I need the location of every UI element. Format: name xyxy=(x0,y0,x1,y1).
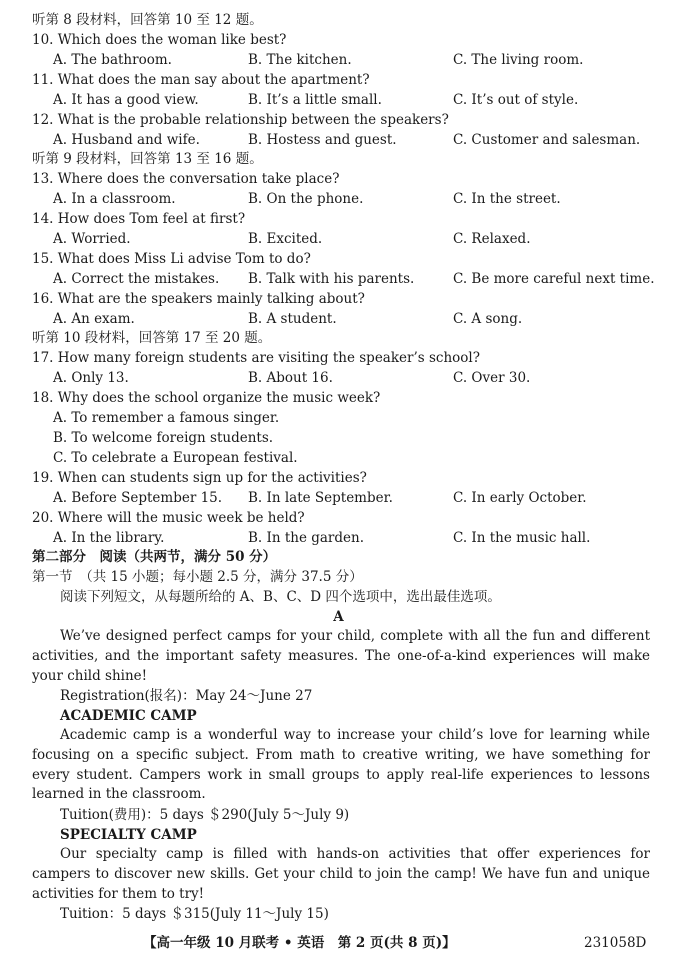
question-19-stem: 19. When can students sign up for the activities? xyxy=(32,470,367,486)
option-b: B. On the phone. xyxy=(248,191,364,207)
option-b: B. It’s a little small. xyxy=(248,92,382,108)
option-a: A. Worried. xyxy=(53,231,131,247)
option-a: A. It has a good view. xyxy=(53,92,199,108)
option-b: B. In late September. xyxy=(248,490,393,506)
academic-camp-title: ACADEMIC CAMP xyxy=(60,708,197,724)
question-20-options xyxy=(0,528,677,548)
option-c: C. It’s out of style. xyxy=(453,92,579,108)
option-b: B. Hostess and guest. xyxy=(248,132,397,148)
footer-exam-info: 【高一年级 10 月联考 • 英语 第 2 页(共 8 页)】 xyxy=(143,935,456,951)
question-15-stem: 15. What does Miss Li advise Tom to do? xyxy=(32,251,311,267)
option-a: A. An exam. xyxy=(53,311,135,327)
specialty-camp-tuition: Tuition：5 days ＄315(July 11～July 15) xyxy=(60,906,329,922)
option-a: A. Husband and wife. xyxy=(53,132,200,148)
option-a: A. In the library. xyxy=(53,530,165,546)
passage-intro: We’ve designed perfect camps for your child, complete with all the fun and different activities, and the important safety measures. The one-of-a-kind experiences will make your child shine! xyxy=(32,628,650,684)
option-b: B. About 16. xyxy=(248,370,333,386)
section-heading-9: 听第 9 段材料，回答第 13 至 16 题。 xyxy=(32,151,263,167)
question-18-stem: 18. Why does the school organize the music week? xyxy=(32,390,381,406)
section-one-heading: 第一节 （共 15 小题；每小题 2.5 分，满分 37.5 分） xyxy=(32,569,363,585)
question-12-stem: 12. What is the probable relationship between the speakers? xyxy=(32,112,449,128)
question-17-options xyxy=(0,368,677,388)
question-10-options xyxy=(0,50,677,70)
page-footer xyxy=(0,933,677,953)
question-13-options xyxy=(0,189,677,209)
question-13-stem: 13. Where does the conversation take place? xyxy=(32,171,340,187)
option-c: C. A song. xyxy=(453,311,523,327)
question-11-stem: 11. What does the man say about the apartment? xyxy=(32,72,370,88)
option-c: C. In the music hall. xyxy=(453,530,591,546)
section-heading-10: 听第 10 段材料，回答第 17 至 20 题。 xyxy=(32,330,272,346)
option-c: C. The living room. xyxy=(453,52,584,68)
question-20-stem: 20. Where will the music week be held? xyxy=(32,510,305,526)
passage-letter: A xyxy=(333,609,344,625)
option-c: C. Relaxed. xyxy=(453,231,531,247)
option-a: A. In a classroom. xyxy=(53,191,176,207)
option-a: A. Only 13. xyxy=(53,370,129,386)
option-c: C. In early October. xyxy=(453,490,587,506)
academic-camp-tuition: Tuition(费用)：5 days ＄290(July 5～July 9) xyxy=(60,807,350,823)
option-b: B. In the garden. xyxy=(248,530,364,546)
option-b: B. The kitchen. xyxy=(248,52,352,68)
option-a: A. The bathroom. xyxy=(53,52,172,68)
question-16-stem: 16. What are the speakers mainly talking about? xyxy=(32,291,365,307)
question-18-option-a: A. To remember a famous singer. xyxy=(53,410,280,426)
registration-dates: Registration(报名)：May 24～June 27 xyxy=(60,688,313,704)
question-18-option-c: C. To celebrate a European festival. xyxy=(53,450,298,466)
option-b: B. Excited. xyxy=(248,231,323,247)
part-two-heading: 第二部分 阅读（共两节，满分 50 分） xyxy=(32,549,277,565)
option-c: C. In the street. xyxy=(453,191,561,207)
question-15-options xyxy=(0,269,677,289)
question-11-options xyxy=(0,90,677,110)
option-a: A. Correct the mistakes. xyxy=(53,271,220,287)
question-14-stem: 14. How does Tom feel at first? xyxy=(32,211,246,227)
question-19-options xyxy=(0,488,677,508)
question-14-options xyxy=(0,229,677,249)
option-b: B. A student. xyxy=(248,311,337,327)
question-10-stem: 10. Which does the woman like best? xyxy=(32,32,287,48)
option-b: B. Talk with his parents. xyxy=(248,271,415,287)
specialty-camp-text: Our specialty camp is filled with hands-on activities that offer experiences for campers to discover new skills. Get your child to join the camp! We have fun and unique activities for them to try! xyxy=(32,846,650,902)
question-17-stem: 17. How many foreign students are visiting the speaker’s school? xyxy=(32,350,480,366)
question-16-options xyxy=(0,309,677,329)
question-18-option-b: B. To welcome foreign students. xyxy=(53,430,274,446)
option-a: A. Before September 15. xyxy=(53,490,223,506)
reading-instruction: 阅读下列短文，从每题所给的 A、B、C、D 四个选项中，选出最佳选项。 xyxy=(60,589,501,605)
academic-camp-text: Academic camp is a wonderful way to increase your child’s love for learning while focusing on a specific subject. From math to creative writing, we have something for every student. Campers work in small groups to apply real-life experiences to lessons learned in the classroom. xyxy=(32,727,650,803)
specialty-camp-title: SPECIALTY CAMP xyxy=(60,827,197,843)
section-heading-8: 听第 8 段材料，回答第 10 至 12 题。 xyxy=(32,12,263,28)
option-c: C. Be more careful next time. xyxy=(453,271,655,287)
footer-code: 231058D xyxy=(584,935,647,951)
option-c: C. Over 30. xyxy=(453,370,531,386)
option-c: C. Customer and salesman. xyxy=(453,132,641,148)
question-12-options xyxy=(0,130,677,150)
